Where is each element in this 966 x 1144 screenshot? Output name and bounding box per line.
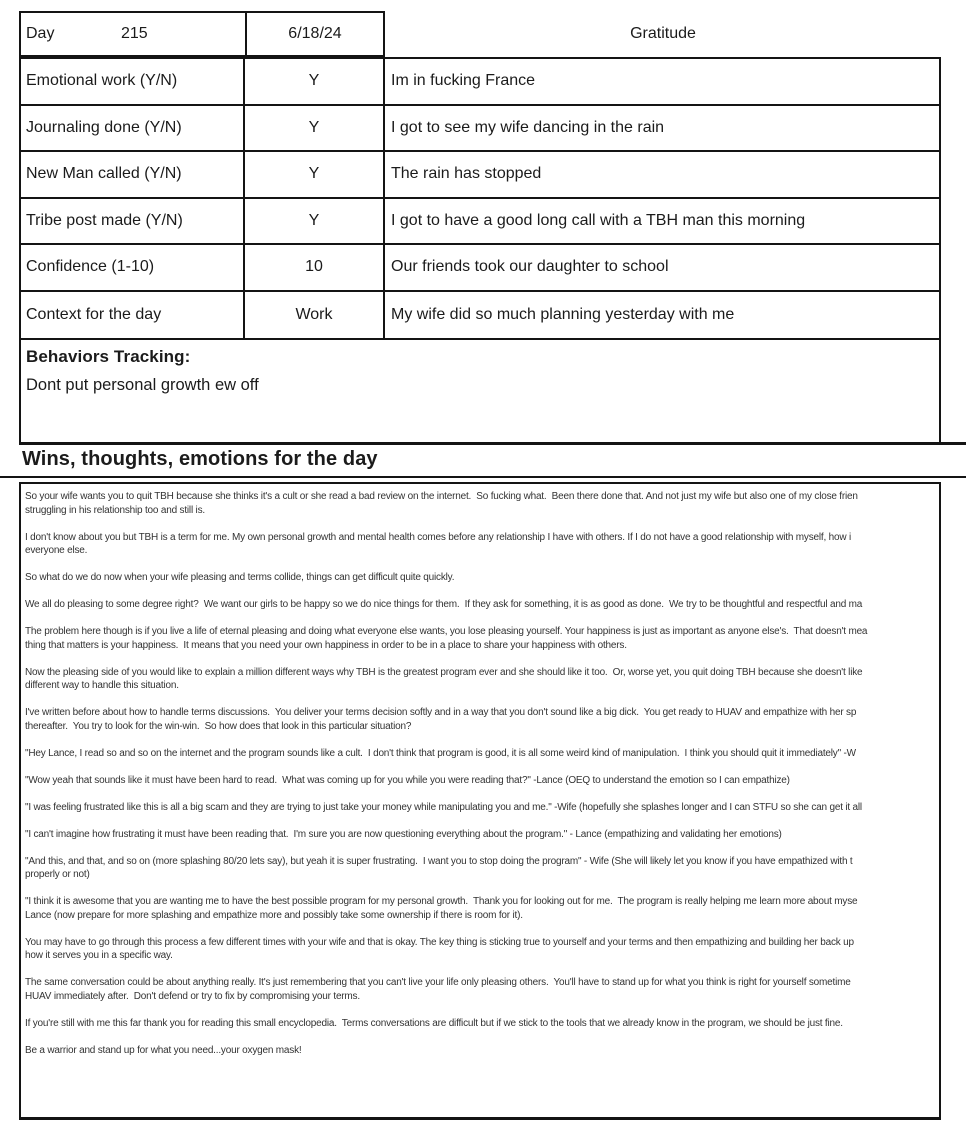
journal-text-line: "Hey Lance, I read so and so on the internet and the program sounds like a cult. I don't think that program is good, it is all some weird kind of manipulation. I think you should quit it immediately" -W [25, 747, 856, 759]
journal-text-line: everyone else. [25, 545, 88, 556]
metric-label: Context for the day [21, 292, 245, 339]
gratitude-entry: My wife did so much planning yesterday with me [391, 305, 735, 323]
tracker-header-box [19, 11, 385, 57]
journal-text-line: The same conversation could be about anything really. It's just remembering that you can't live your life only pleasing others. You'll have to stand up for what you think is right for yourself sometime [25, 977, 851, 988]
day-label: Day [26, 25, 55, 42]
metric-value: Y [245, 152, 385, 197]
tracker-row [21, 292, 939, 339]
gratitude-entry: I got to have a good long call with a TBH man this morning [391, 211, 806, 229]
gratitude-entry: Our friends took our daughter to school [391, 258, 669, 276]
journal-text-line: "I think it is awesome that you are wanting me to have the best possible program for my personal growth. Thank you for looking out for me. The program is really helping me learn more about myse [25, 896, 858, 907]
metric-label: Journaling done (Y/N) [21, 106, 245, 151]
daily-tracker-table [19, 11, 941, 442]
journal-text-line: thereafter. You try to look for the win-win. So how does that look in this particular situation? [25, 720, 412, 732]
journal-text-line: "And this, and that, and so on (more splashing 80/20 lets say), but yeah it is super frustrating. I want you to stop doing the program" - Wife (She will likely let you know if you have empathized with t [25, 855, 853, 867]
journal-text-line: I've written before about how to handle terms discussions. You deliver your terms decision softly and in a way that you don't sound like a big dick. You get ready to HUAV and empathize with her sp [25, 707, 857, 718]
metric-value: Y [245, 106, 385, 151]
journal-paragraph [25, 490, 936, 517]
tracker-grid [19, 57, 941, 340]
journal-text-line: struggling in his relationship too and still is. [25, 504, 205, 516]
tracker-header-row [19, 11, 941, 57]
gratitude-entry: The rain has stopped [391, 165, 542, 183]
behaviors-bottom-rule [19, 442, 966, 445]
metric-label: Emotional work (Y/N) [21, 59, 245, 104]
tracker-row [21, 152, 939, 199]
journal-text-line: "Wow yeah that sounds like it must have been hard to read. What was coming up for you while you were reading that?" -Lance (OEQ to understand the emotion so I can empathize) [25, 774, 790, 786]
date-cell: 6/18/24 [288, 25, 342, 42]
journal-text-line: Be a warrior and stand up for what you need...your oxygen mask! [25, 1044, 302, 1056]
journal-text-line: "I was feeling frustrated like this is all a big scam and they are trying to just take your money while manipulating you and me." -Wife (hopefully she splashes longer and I can STFU so she can get it all [25, 801, 862, 813]
behaviors-tracking-box [19, 340, 941, 442]
tracker-row [21, 59, 939, 106]
behaviors-note: Dont put personal growth ew off [26, 376, 259, 394]
journal-text-line: I don't know about you but TBH is a term for me. My own personal growth and mental health comes before any relationship I have with others. If I do not have a good relationship with myself, how i [25, 531, 851, 543]
gratitude-entry: I got to see my wife dancing in the rain [391, 118, 665, 136]
day-cell [21, 13, 247, 55]
metric-value: Work [245, 292, 385, 339]
journal-paragraph [25, 531, 936, 558]
journal-text-line: HUAV immediately after. Don't defend or try to fix by compromising your terms. [25, 990, 360, 1002]
tracker-row [21, 199, 939, 246]
journal-text-line: thing that matters is your happiness. It means that you need your own happiness in order to be in a place to share your happiness with others. [25, 639, 627, 651]
metric-value: Y [245, 59, 385, 104]
journal-text-line: Now the pleasing side of you would like to explain a million different ways why TBH is the greatest program ever and she should like it too. Or, worse yet, you quit doing TBH because she doesn't like [25, 666, 863, 678]
journal-text-line: Lance (now prepare for more splashing and empathize more and possibly take some ownership if there is room for it). [25, 909, 523, 921]
journal-text-line: properly or not) [25, 869, 90, 880]
journal-text-line: We all do pleasing to some degree right? We want our girls to be happy so we do nice things for them. If they ask for something, it is as good as done. We try to be thoughtful and respectful and ma [25, 599, 863, 610]
journal-paragraph [25, 1017, 936, 1031]
journal-text-line: So your wife wants you to quit TBH because she thinks it's a cult or she read a bad review on the internet. So fucking what. Been there done that. And not just my wife but also one of my close frien [25, 491, 858, 502]
journal-paragraph [25, 747, 936, 761]
journal-paragraph [25, 1044, 936, 1058]
behaviors-title: Behaviors Tracking: [26, 347, 191, 366]
journal-text-line: "I can't imagine how frustrating it must have been reading that. I'm sure you are now questioning everything about the program." - Lance (empathizing and validating her emotions) [25, 828, 782, 840]
metric-label: Confidence (1-10) [21, 245, 245, 290]
journal-text-line: The problem here though is if you live a life of eternal pleasing and doing what everyone else wants, you lose pleasing yourself. Your happiness is just as important as anyone else's. That doesn't mea [25, 626, 868, 637]
journal-text-line: So what do we do now when your wife pleasing and terms collide, things can get difficult quite quickly. [25, 572, 455, 583]
metric-label: New Man called (Y/N) [21, 152, 245, 197]
metric-value: Y [245, 199, 385, 244]
metric-value: 10 [245, 245, 385, 290]
journal-paragraph [25, 706, 936, 733]
journal-text-line: You may have to go through this process a few different times with your wife and that is okay. The key thing is sticking true to yourself and your terms and then empathizing and building her back up [25, 936, 854, 948]
journal-paragraph [25, 855, 936, 882]
journal-paragraph [25, 625, 936, 652]
journal-paragraph [25, 801, 936, 815]
journal-paragraph [25, 598, 936, 612]
heading-rule [0, 476, 966, 478]
journal-paragraph [25, 936, 936, 963]
gratitude-column-header: Gratitude [630, 25, 696, 42]
journal-paragraph [25, 666, 936, 693]
tracker-row [21, 106, 939, 153]
journal-text-line: how it serves you in a specific way. [25, 950, 173, 961]
journal-text-line: different way to handle this situation. [25, 680, 179, 691]
wins-text-box [19, 482, 941, 1120]
journal-paragraph [25, 774, 936, 788]
journal-paragraph [25, 571, 936, 585]
journal-paragraph [25, 976, 936, 1003]
tracker-row [21, 245, 939, 292]
metric-label: Tribe post made (Y/N) [21, 199, 245, 244]
wins-section-heading: Wins, thoughts, emotions for the day [22, 448, 378, 470]
gratitude-entry: Im in fucking France [391, 72, 536, 90]
journal-paragraph [25, 895, 936, 922]
journal-paragraph [25, 828, 936, 842]
journal-text-line: If you're still with me this far thank you for reading this small encyclopedia. Terms conversations are difficult but if we stick to the tools that we already know in the program, we should be just fine. [25, 1017, 843, 1029]
day-number: 215 [121, 25, 148, 42]
